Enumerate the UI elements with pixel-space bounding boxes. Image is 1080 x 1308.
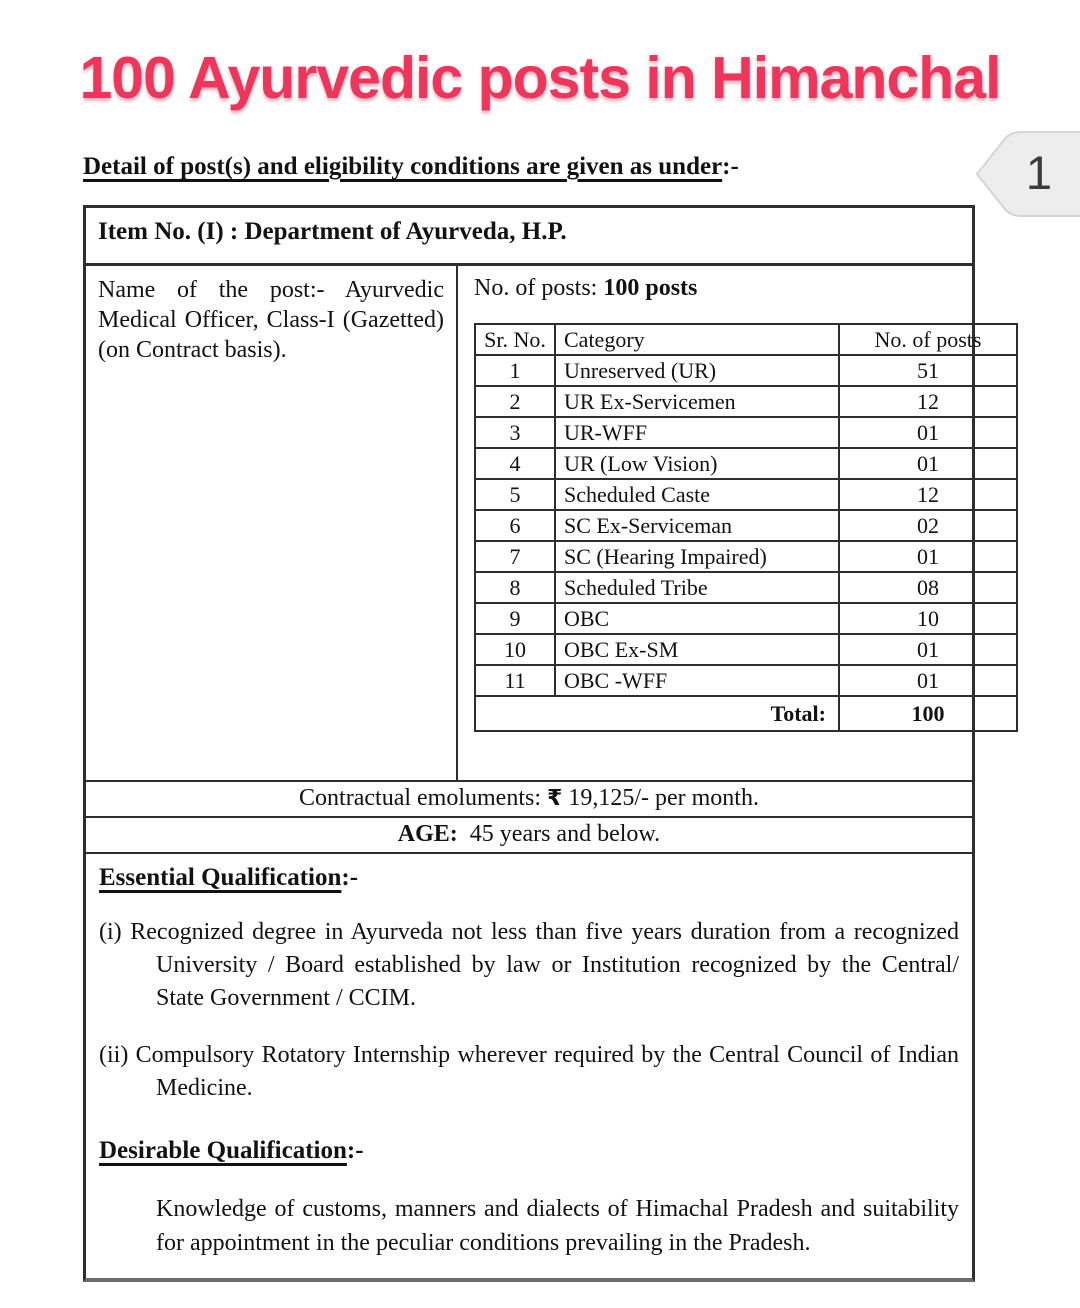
emoluments-row — [86, 782, 972, 818]
posts-label: No. of posts: — [474, 275, 604, 301]
notice-table — [83, 205, 982, 1282]
row-category: UR (Low Vision) — [555, 448, 839, 479]
row-posts: 12 — [839, 479, 1017, 510]
age-label: AGE: — [397, 821, 458, 847]
row-posts: 08 — [839, 572, 1017, 603]
row-category: OBC -WFF — [555, 665, 839, 696]
header-sr-no: Sr. No. — [475, 324, 555, 355]
post-details-row — [86, 266, 982, 782]
row-sr: 5 — [475, 479, 555, 510]
desirable-heading-text: Desirable Qualification — [99, 1137, 347, 1164]
row-sr: 10 — [475, 634, 555, 665]
row-posts: 12 — [839, 386, 1017, 417]
table-row — [475, 603, 1017, 634]
posts-count-line — [474, 275, 1018, 302]
table-row — [475, 510, 1017, 541]
row-category: SC (Hearing Impaired) — [555, 541, 839, 572]
row-posts: 01 — [839, 634, 1017, 665]
row-category: UR-WFF — [555, 417, 839, 448]
row-category: Unreserved (UR) — [555, 355, 839, 386]
category-table — [474, 323, 1018, 732]
row-sr: 1 — [475, 355, 555, 386]
row-sr: 3 — [475, 417, 555, 448]
total-value: 100 — [839, 696, 1017, 731]
table-row — [475, 355, 1017, 386]
detail-heading-suffix: :- — [722, 153, 739, 180]
row-sr: 11 — [475, 665, 555, 696]
essential-heading-suffix: :- — [341, 864, 359, 891]
row-sr: 2 — [475, 386, 555, 417]
table-row — [475, 417, 1017, 448]
posts-cell — [458, 266, 1028, 780]
desirable-heading-suffix: :- — [346, 1137, 364, 1164]
essential-point-2: (ii) Compulsory Rotatory Internship wherever required by the Central Council of Indian Medicine. — [99, 1042, 959, 1101]
document-title: 100 Ayurvedic posts in Himanchal — [79, 45, 1001, 111]
total-row — [475, 696, 1017, 731]
age-text: 45 years and below. — [457, 821, 661, 847]
detail-heading-text: Detail of post(s) and eligibility conditions are given as under — [83, 153, 723, 180]
posts-value: 100 posts — [603, 275, 698, 301]
row-posts: 51 — [839, 355, 1017, 386]
row-posts: 10 — [839, 603, 1017, 634]
rupee-sign: ₹ — [547, 786, 563, 811]
row-posts: 02 — [839, 510, 1017, 541]
table-row — [475, 386, 1017, 417]
row-category: OBC Ex-SM — [555, 634, 839, 665]
emoluments-amount: 19,125/- per month. — [562, 785, 759, 811]
desirable-text: Knowledge of customs, manners and dialects of Himachal Pradesh and suitability for appointment in the peculiar conditions prevailing in the Pradesh. — [156, 1196, 959, 1256]
row-sr: 6 — [475, 510, 555, 541]
table-row — [475, 479, 1017, 510]
header-category: Category — [555, 324, 839, 355]
category-table-header — [475, 324, 1017, 355]
age-row — [86, 818, 972, 854]
item-heading-row: Item No. (I) : Department of Ayurveda, H.P. — [86, 208, 972, 266]
row-sr: 8 — [475, 572, 555, 603]
table-row — [475, 448, 1017, 479]
emoluments-prefix: Contractual emoluments: — [299, 785, 547, 811]
total-label: Total: — [475, 696, 839, 731]
row-posts: 01 — [839, 541, 1017, 572]
row-category: UR Ex-Servicemen — [555, 386, 839, 417]
table-row — [475, 634, 1017, 665]
header-no-of-posts: No. of posts — [839, 324, 1017, 355]
page-number-badge — [974, 130, 1080, 218]
row-posts: 01 — [839, 417, 1017, 448]
row-sr: 4 — [475, 448, 555, 479]
table-row — [475, 572, 1017, 603]
detail-heading — [83, 153, 739, 181]
row-posts: 01 — [839, 448, 1017, 479]
row-posts: 01 — [839, 665, 1017, 696]
table-row — [475, 665, 1017, 696]
qualification-section — [86, 854, 972, 1278]
page-number: 1 — [1025, 146, 1053, 199]
row-sr: 9 — [475, 603, 555, 634]
row-category: SC Ex-Serviceman — [555, 510, 839, 541]
row-category: OBC — [555, 603, 839, 634]
row-category: Scheduled Tribe — [555, 572, 839, 603]
essential-heading-text: Essential Qualification — [99, 864, 342, 891]
post-name-cell: Name of the post:- Ayurvedic Medical Officer, Class-I (Gazetted) (on Contract basis). — [86, 266, 458, 780]
table-row — [475, 541, 1017, 572]
desirable-qualification-heading — [99, 1137, 959, 1165]
row-category: Scheduled Caste — [555, 479, 839, 510]
essential-qualification-heading — [99, 864, 959, 892]
essential-point-1: (i) Recognized degree in Ayurveda not less than five years duration from a recognized University / Board established by law or Institution recognized by the Central/ State Government / CCIM. — [99, 919, 959, 1011]
row-sr: 7 — [475, 541, 555, 572]
